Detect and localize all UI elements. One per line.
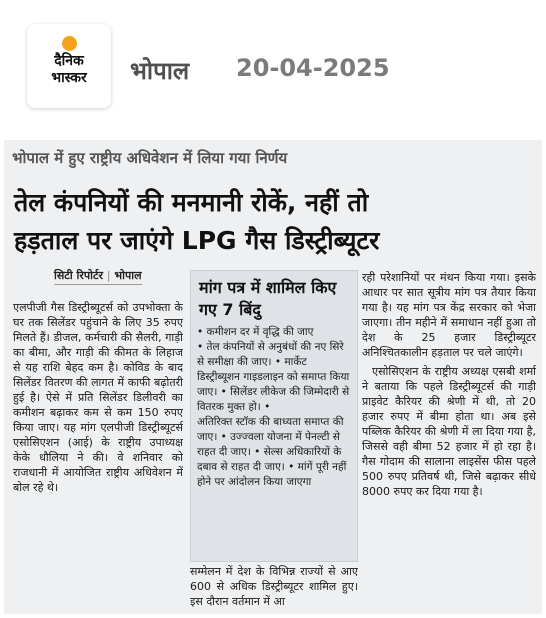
news-clipping	[4, 140, 542, 614]
headline-line-1: तेल कंपनियों की मनमानी रोकें, नहीं तो	[14, 188, 369, 217]
dainik-bhaskar-logo[interactable]	[27, 24, 111, 108]
logo-text-line2: भास्कर	[51, 70, 87, 86]
edition-place: भोपाल	[130, 57, 190, 85]
byline	[54, 268, 142, 285]
byline-place: भोपाल	[114, 269, 142, 282]
headline-line-2: हड़ताल पर जाएंगे LPG गैस डिस्ट्रीब्यूटर	[14, 226, 380, 255]
article-column-2-bottom: सम्मेलन में देश के विभिन्न राज्यों से आए 600 से अधिक डिस्ट्रीब्यूटर शामिल हुए। इस दौरान वर्तमान में आ	[190, 565, 358, 608]
article-headline	[14, 184, 532, 260]
demands-list	[191, 325, 357, 490]
column-3-paragraph-2: एसोसिएशन के राष्ट्रीय अध्यक्ष एसबी शर्मा ने बताया कि पहले डिस्ट्रीब्यूटर्स की गाड़ी प्राइवेट कैरियर की श्रेणी में थी, तो 20 हजार रुपए में बीमा होता था। अब इसे पब्लिक कैरियर की श्रेणी में ला दिया गया है, जिससे वही बीमा 52 हजार में हो रहा है। गैस गोदाम की सालाना लाइसेंस फीस पहले 500 रुपए प्रतिवर्ष थी, जिसे बढ़ाकर सीधे 8000 रुपए कर दिया गया है।	[362, 365, 536, 498]
demand-item: अतिरिक्त स्टॉक की बाध्यता समाप्त की जाए। • उज्ज्वला योजना में पेनल्टी से राहत दी जाए। • सेल्स अधिकारियों के दबाव से राहत दी जाए। • मांगें पूरी नहीं होने पर आंदोलन किया जाएगा	[197, 416, 347, 488]
column-1-text: एलपीजी गैस डिस्ट्रीब्यूटर्स को उपभोक्ता के घर तक सिलेंडर पहुंचाने के लिए 35 रुपए मिलते हैं। डीजल, कर्मचारी की सैलरी, गाड़ी का बीमा, और गाड़ी की कीमत के लिहाज से यह राशि बेहद कम है। कोविड के बाद सिलेंडर वितरण की लागत में काफी बढ़ोतरी हुई है। ऐसे में प्रति सिलेंडर डिलीवरी का कमीशन बढ़ाकर कम से कम 150 रुपए किया जाए। यह मांग एलपीजी डिस्ट्रीब्यूटर्स एसोसिएशन (आई) के राष्ट्रीय उपाध्यक्ष केके धौलिया ने की। वे शनिवार को राजधानी में आयोजित राष्ट्रीय अधिवेशन में बोल रहे थे।	[13, 301, 183, 494]
article-kicker: भोपाल में हुए राष्ट्रीय अधिवेशन में लिया गया निर्णय	[12, 149, 288, 167]
article-column-3	[362, 270, 536, 610]
demand-item: • कमीशन दर में वृद्धि की जाए	[197, 326, 314, 338]
byline-separator: |	[106, 269, 111, 282]
edition-date: 20-04-2025	[236, 54, 390, 82]
article-column-1	[13, 300, 183, 600]
logo-text-line1: दैनिक	[54, 53, 84, 69]
byline-reporter: सिटी रिपोर्टर	[54, 269, 103, 282]
sun-logo-icon	[62, 36, 77, 51]
column-3-paragraph-1: रही परेशानियों पर मंथन किया गया। इसके आधार पर सात सूत्रीय मांग पत्र तैयार किया गया है। यह मांग पत्र केंद्र सरकार को भेजा जाएगा। तीन महीने में समाधान नहीं हुआ तो देश के 25 हजार डिस्ट्रीब्यूटर अनिश्चितकालीन हड़ताल पर चले जाएंगे।	[362, 271, 536, 359]
demands-box-title: मांग पत्र में शामिल किए गए 7 बिंदु	[199, 278, 337, 319]
demands-box	[190, 270, 358, 562]
demand-item: • तेल कंपनियों से अनुबंधों की नए सिरे से समीक्षा की जाए। • मार्केट डिस्ट्रीब्यूशन गाइडलाइन को समाप्त किया जाए। • सिलेंडर लीकेज की जिम्मेदारी से वितरक मुक्त हो। •	[197, 341, 350, 413]
